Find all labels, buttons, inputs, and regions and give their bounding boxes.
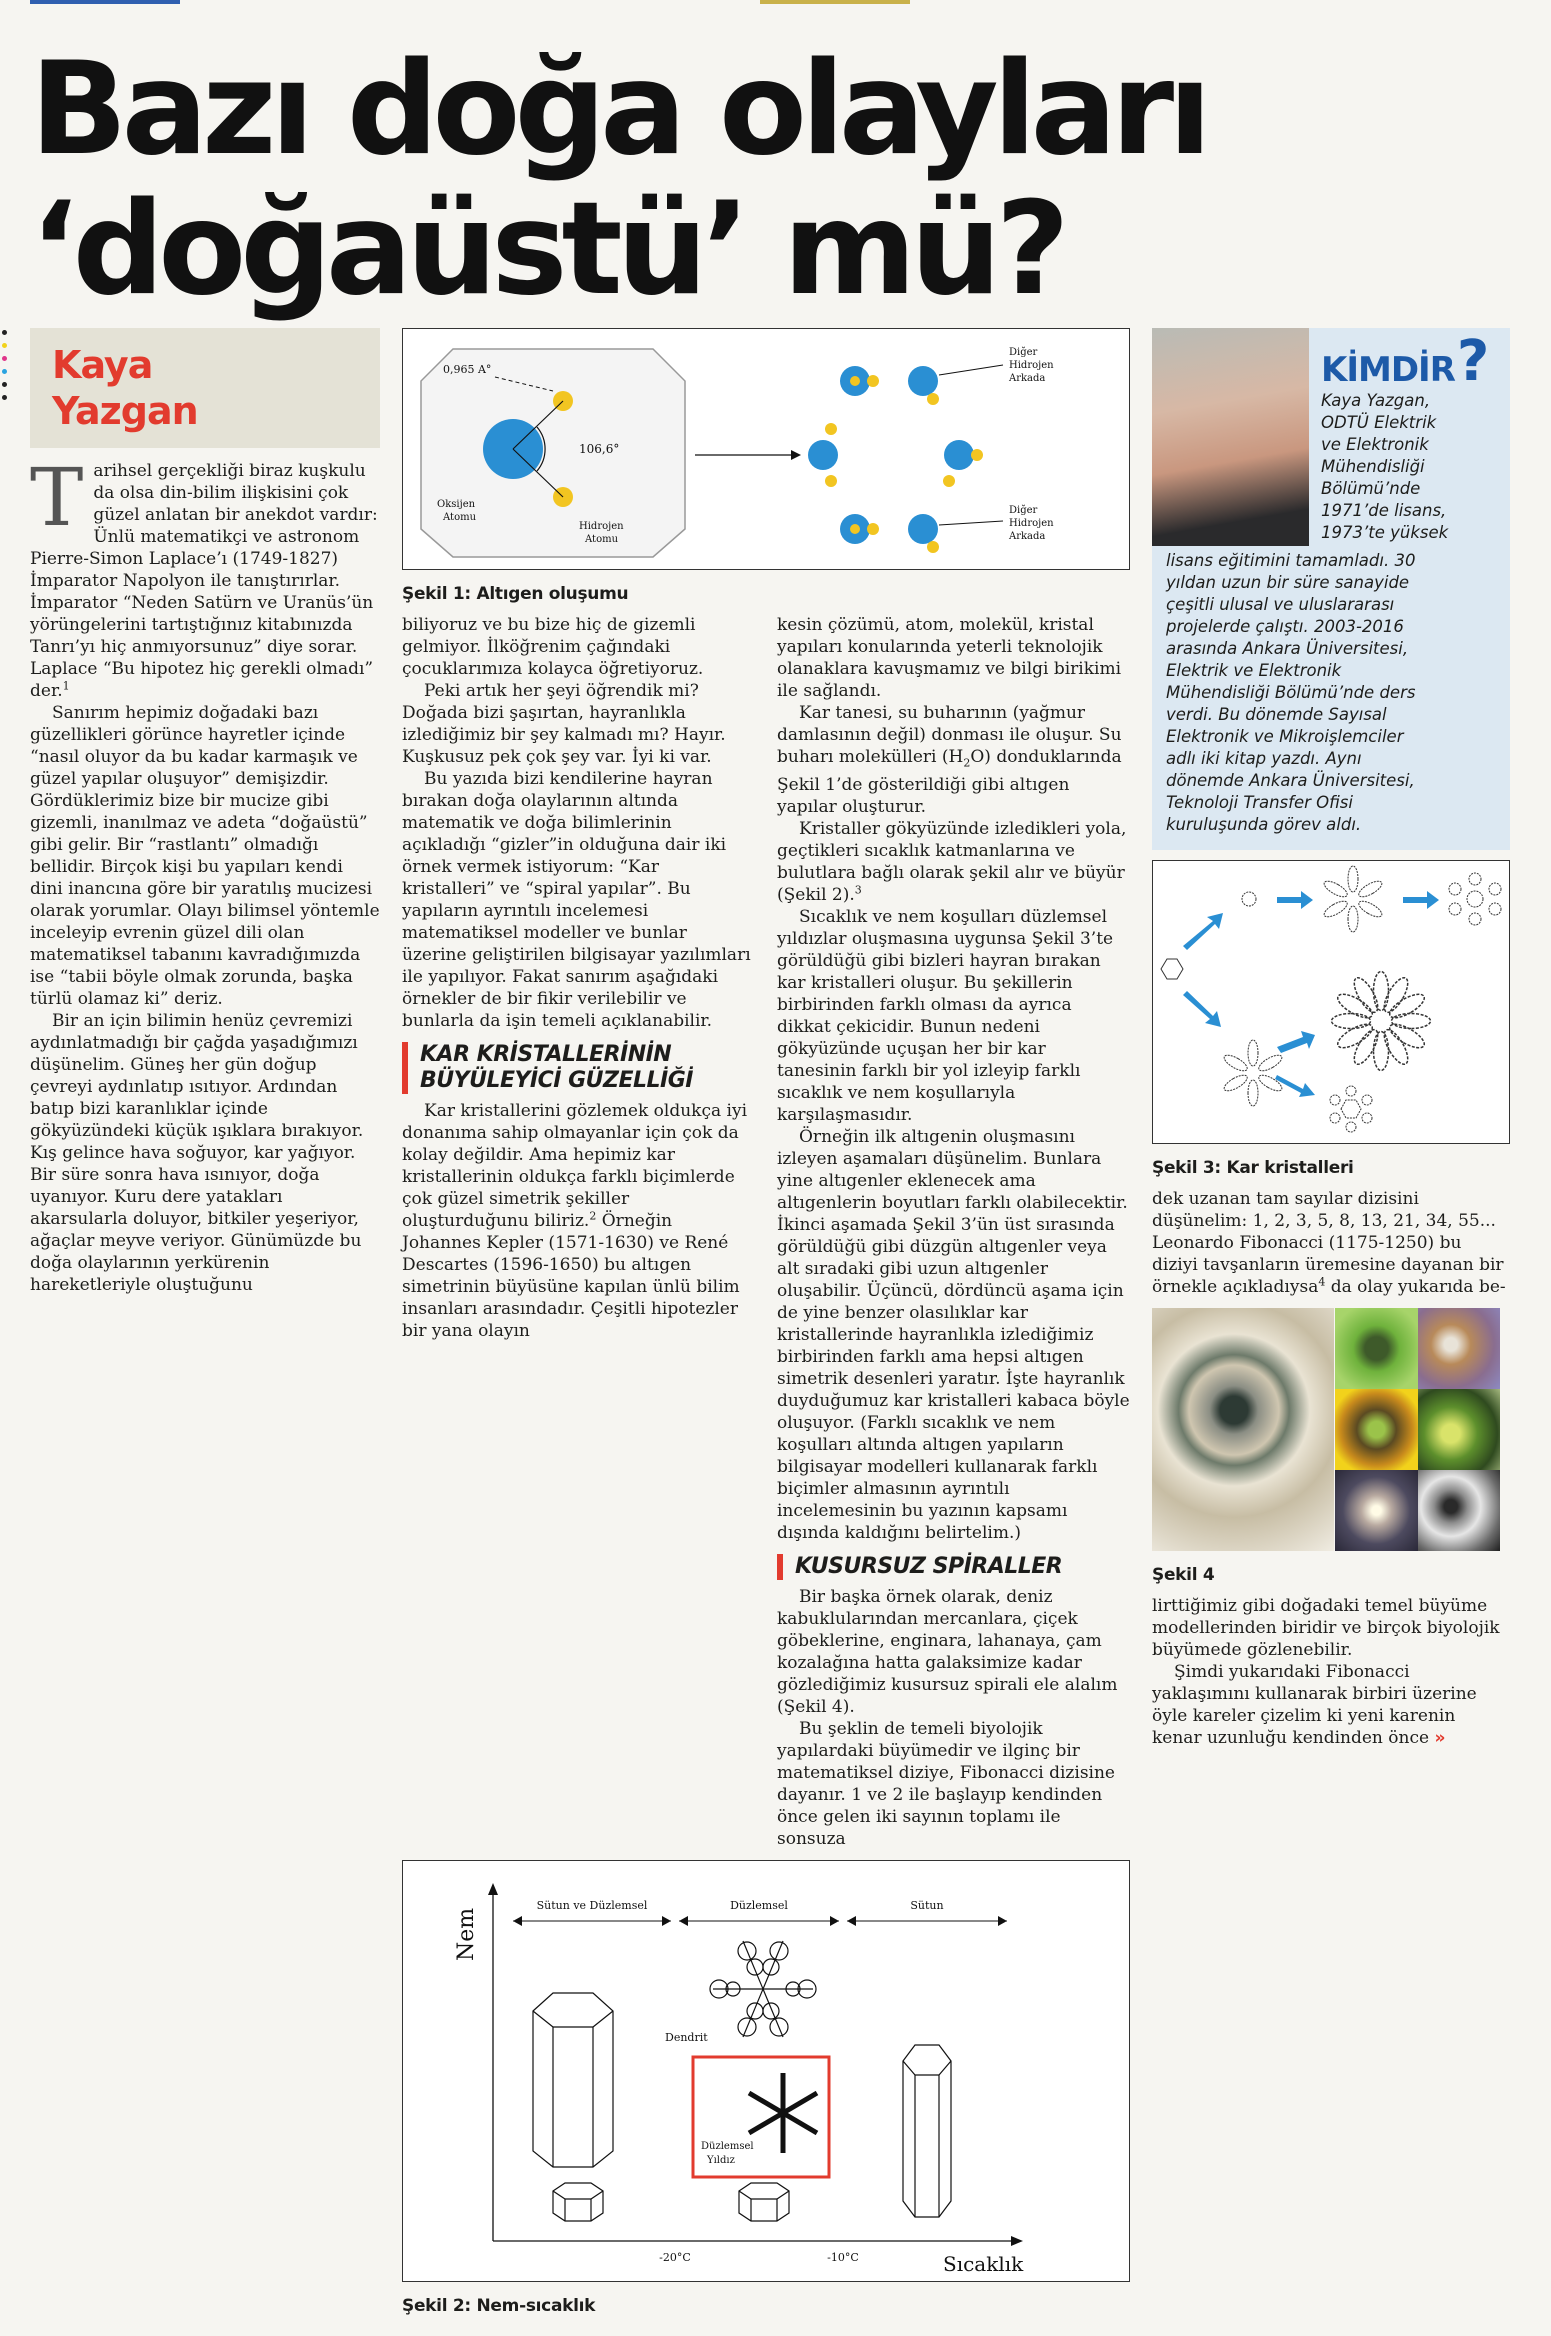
bio-text-wide: lisans eğitimini tamamladı. 30 yıldan uzun bir süre sanayide çeşitli ulusal ve uluslararası projelerde çalıştı. 2003-2016 arasında Ankara Üniversitesi, Elektrik ve Elektronik Mühendisliği Bölümü’nde ders verdi. Bu dönemde Sayısal Elektronik ve Mikroişlemciler adlı iki kitap yazdı. Aynı dönemde Ankara Üniversitesi, Teknoloji Transfer Ofisi kuruluşunda görev aldı. <box>1166 551 1416 834</box>
planar-star-label: Düzlemsel <box>701 2141 754 2153</box>
hex-plate-small <box>739 2183 789 2221</box>
paragraph: Bu yazıda bizi kendilerine hayran bırakan doğa olaylarının altında matematik ve doğa bilimlerinin açıkladığı “gizler”in olduğuna dair iki örnek vermek istiyorum: “Kar kristalleri” ve “spiral yapılar”. Bu yapıların ayrıntılı incelemesi matematiksel modeller ve bunlar üzerine geliştirilen bilgisayar yazılımları ile yapılıyor. Fakat sanırım aşağıdaki örnekler de bir fikir verilebilir ve bunlarla da işin temeli açıklanabilir. <box>402 769 751 1031</box>
article-center-block <box>402 328 1130 2316</box>
article-column-3 <box>777 614 1130 1850</box>
paragraph: Bu şeklin de temeli biyolojik yapılardaki büyümedir ve ilginç bir matematiksel diziye, Fibonacci dizisine dayanır. 1 ve 2 ile başlayıp kendinden önce gelen iki sayının toplamı ile sonsuza <box>777 1719 1115 1850</box>
hydrogen-label: Hidrojen <box>579 521 624 532</box>
section-subhead-snow-crystals: KAR KRİSTALLERİNİN BÜYÜLEYİCİ GÜZELLİĞİ <box>402 1042 755 1094</box>
figure-3-diagram <box>1153 861 1508 1143</box>
water-molecule-ring <box>808 366 983 553</box>
photo-nautilus-shell <box>1418 1308 1500 1389</box>
paragraph: Peki artık her şeyi öğrendik mi? Doğada bizi şaşırtan, hayranlıkla izlediğimiz bir şey kalmadı mı? Hayır. Kuşkusuz pek çok şey var. İyi ki var. <box>402 681 726 767</box>
pointer-line <box>939 365 1003 375</box>
paragraph: Şimdi yukarıdaki Fibonacci yaklaşımını kullanarak birbiri üzerine öyle kareler çizelim ki yeni karenin kenar uzunluğu kendinden önce » <box>1152 1662 1477 1748</box>
planar-star-crystal <box>749 2073 817 2153</box>
column-4-text-top <box>1152 1188 1510 1298</box>
figure-4-caption: Şekil 4 <box>1152 1565 1215 1585</box>
photo-spiral-staircase <box>1152 1308 1334 1551</box>
hex-prism-large <box>533 1993 613 2167</box>
pointer-line <box>939 521 1003 525</box>
y-axis-label: Nem <box>454 1908 479 1962</box>
range-label: Düzlemsel <box>730 1899 788 1913</box>
crystal-stage-fern <box>1449 873 1501 925</box>
paragraph: Bir an için bilimin henüz çevremizi aydınlatmadığı bir çağda yaşadığımızı düşünelim. Güneş her gün doğup çevreyi aydınlatıp ısıtıyor. Ardından batıp bizi karanlıklar içinde gökyüzündeki küçük ışıklara bırakıyor. Kış gelince hava soğuyor, kar yağıyor. Bir süre sonra hava ısınıyor, doğa uyanıyor. Kuru dere yatakları akarsularla doluyor, bitkiler yeşeriyor, ağaçlar meyve veriyor. Günümüzde bu doğa olaylarının yerkürenin hareketleriyle oluştuğunu <box>30 1011 364 1295</box>
paragraph: Kar kristallerini gözlemek oldukça iyi donanıma sahip olmayanlar için çok da kolay değildir. Ama hepimiz kar kristallerinin oldukça farklı biçimlerde çok güzel simetrik şekiller oluşturduğunu biliriz.$^2$ Örneğin Johannes Kepler (1571-1630) ve René Descartes (1596-1650) bu altıgen simetrinin büyüsüne kapılan ünlü bilim insanları arasındadır. Çeşitli hipotezler bir yana olayın <box>402 1101 748 1341</box>
crystal-stage-small <box>1242 892 1256 906</box>
y-axis-arrow <box>488 1883 498 1895</box>
paragraph: Bir başka örnek olarak, deniz kabuklularından mercanlara, çiçek göbeklerine, enginara, lahanaya, çam kozalağına hatta galaksimize kadar gözlediğimiz kusursuz spirali ele alalım (Şekil 4). <box>777 1587 1118 1718</box>
crystal-stage-star-lower <box>1222 1040 1284 1106</box>
bio-header-text <box>1321 328 1489 546</box>
byline-box <box>30 328 380 448</box>
other-hydrogen-label: Diğer <box>1009 505 1038 516</box>
paragraph: Kar tanesi, su buharının (yağmur damlasının değil) donması ile oluşur. Su buharı molekülleri $(H_2O)$ donduklarında Şekil 1’de gösterildiği gibi altıgen yapılar oluşturur. <box>777 703 1122 818</box>
paragraph: kesin çözümü, atom, molekül, kristal yapıları konularında yeterli teknolojik olanaklara kavuşmamız ve bilgi birikimi ile sağlandı. <box>777 615 1122 701</box>
headline-line-2: ‘doğaüstü’ mü? <box>30 175 1064 324</box>
bond-angle-label: 106,6° <box>579 442 620 456</box>
crystal-stage-star <box>1322 866 1384 932</box>
column-4-text-bottom <box>1152 1595 1510 1749</box>
footnote-ref: 1 <box>62 679 70 693</box>
range-label: Sütun <box>910 1899 944 1913</box>
svg-text:Arkada: Arkada <box>1009 531 1046 542</box>
bio-header <box>1152 328 1510 546</box>
paragraph: Kristaller gökyüzünde izledikleri yola, geçtikleri sıcaklık katmanlarına ve bulutlara bağlı olarak şekil alır ve büyür (Şekil 2).$^3$ <box>777 819 1127 906</box>
article-column-4 <box>1152 328 1510 1749</box>
figure-2-caption: Şekil 2: Nem-sıcaklık <box>402 2296 596 2317</box>
author-first-name: Kaya <box>52 343 153 387</box>
dendrite-label: Dendrit <box>665 2031 708 2045</box>
growth-arrows <box>1183 891 1439 1097</box>
svg-text:Arkada: Arkada <box>1009 373 1046 384</box>
hex-column <box>903 2045 951 2217</box>
dendrite-crystal <box>710 1941 816 2037</box>
initial-hexagon <box>1161 959 1183 979</box>
crystal-stage-plate <box>1330 1086 1372 1132</box>
paragraph: Sanırım hepimiz doğadaki bazı güzellikleri görünce hayretler içinde “nasıl oluyor da bu kadar karmaşık ve güzel yapılar oluşuyor” demişizdir. Gördüklerimiz bize bir mucize gibi gizemli, inanılmaz ve adeta “doğaüstü” gibi gelir. Bir “rastlantı” olmadığı bellidir. Birçok kişi bu yapıları kendi dini inancına göre bir yaratılış mucizesi olarak yorumlar. Olayı bilimsel yöntemle inceleyip evrenin güzel dili olan matematiksel tabanını kavradığımızda ise “tabii böyle olmak zorunda, başka türlü olamaz ki” deriz. <box>30 703 380 1009</box>
x-tick-label: -10°C <box>827 2251 859 2265</box>
svg-text:Hidrojen: Hidrojen <box>1009 360 1054 371</box>
bond-length-label: 0,965 A° <box>443 363 492 376</box>
figure-2-humidity-temperature <box>402 1860 1130 2282</box>
paragraph: biliyoruz ve bu bize hiç de gizemli gelmiyor. İlköğrenim çağındaki çocuklarımıza kolayca öğretiyoruz. <box>402 615 704 679</box>
crystal-stage-large <box>1332 972 1431 1071</box>
hex-plate-small <box>553 2183 603 2221</box>
oxygen-label: Oksijen <box>437 499 476 510</box>
column-1-text <box>30 451 380 1296</box>
x-tick-label: -20°C <box>659 2251 691 2265</box>
bio-title: KİMDİR <box>1321 350 1455 390</box>
x-axis-arrow <box>1011 2236 1023 2246</box>
figure-3-caption: Şekil 3: Kar kristalleri <box>1152 1158 1354 1178</box>
figure-1-caption: Şekil 1: Altıgen oluşumu <box>402 584 629 604</box>
figure-4-spiral-collage <box>1152 1308 1500 1551</box>
author-photo <box>1152 328 1309 546</box>
figure-3-snow-crystals <box>1152 860 1510 1144</box>
article-grid <box>30 328 1521 2316</box>
figure-1-diagram <box>403 329 1128 569</box>
author-last-name: Yazgan <box>52 389 198 433</box>
transition-arrow-head <box>791 450 801 460</box>
photo-sunflower <box>1335 1389 1418 1470</box>
question-mark-icon: ? <box>1456 329 1490 394</box>
bio-text-narrow: Kaya Yazgan, ODTÜ Elektrik ve Elektronik Mühendisliği Bölümü’nde 1971’de lisans, 1973’te yüksek <box>1321 391 1449 542</box>
article-column-2 <box>402 614 755 1342</box>
paragraph: Sıcaklık ve nem koşulları düzlemsel yıldızlar oluşmasına uygunsa Şekil 3’te görüldüğü gibi bizleri hayran bırakan kar kristalleri oluşur. Bu şekillerin birbirinden farklı olması da ayrıca dikkat çekicidir. Bunun nedeni gökyüzünde uçuşan her bir kar tanesinin farklı bir yol izleyip farklı sıcaklık ve nem koşullarıyla karşılaşmasıdır. <box>777 907 1114 1126</box>
footnote-ref: 3 <box>854 883 862 897</box>
svg-text:Atomu: Atomu <box>585 534 619 545</box>
figure-2-diagram <box>403 1861 1128 2281</box>
article-column-1 <box>30 328 380 1296</box>
figure-1-hexagon-formation <box>402 328 1130 570</box>
paragraph: dek uzanan tam sayılar dizisini düşünelim: 1, 2, 3, 5, 8, 13, 21, 34, 55... Leonardo Fibonacci (1175-1250) bu diziyi tavşanların üremesine dayanan bir örnekle açıkladıysa$^4$ da olay yukarıda be- <box>1152 1189 1506 1297</box>
bio-title-row <box>1321 329 1490 394</box>
author-bio-box <box>1152 328 1510 850</box>
photo-succulent <box>1418 1389 1500 1470</box>
range-label: Sütun ve Düzlemsel <box>536 1899 648 1913</box>
footnote-ref: 4 <box>1318 1275 1326 1289</box>
headline <box>30 35 1521 324</box>
svg-text:Hidrojen: Hidrojen <box>1009 518 1054 529</box>
x-axis-label: Sıcaklık <box>943 2252 1024 2277</box>
other-hydrogen-label: Diğer <box>1009 347 1038 358</box>
svg-text:Atomu: Atomu <box>443 512 477 523</box>
photo-galaxy <box>1335 1470 1418 1551</box>
paragraph: Örneğin ilk altıgenin oluşmasını izleyen aşamaları düşünelim. Bunlara yine altıgenler eklenecek ama altıgenlerin boyutları farklı olabilecektir. İkinci aşamada Şekil 3’ün üst sırasında görüldüğü gibi düzgün altıgenler veya alt sıradaki gibi uzun altıgenler oluşabilir. Üçüncü, dördüncü aşama için de yine benzer olasılıklar kar kristallerinde hayranlıkla izlediğimiz birbirinden farklı ama hepsi altıgen simetrik desenleri yaratır. İşte hayranlık duyduğumuz kar kristalleri kabaca böyle oluşuyor. (Farklı sıcaklık ve nem koşulları altında altıgen yapıların bilgisayar modelleri kullanarak farklı biçimler almasının ayrıntılı incelemesinin bu yazının kapsamı dışında kaldığını belirtelim.) <box>777 1127 1130 1544</box>
author-byline <box>52 342 358 434</box>
continued-marker-icon: » <box>1434 1728 1446 1748</box>
paragraph: lirttiğimiz gibi doğadaki temel büyüme modellerinden biridir ve birçok biyolojik büyümede gözlenebilir. <box>1152 1596 1500 1660</box>
headline-line-1: Bazı doğa olayları <box>30 35 1206 184</box>
photo-wave <box>1418 1470 1500 1551</box>
paragraph-intro: Tarihsel gerçekliği biraz kuşkulu da olsa din-bilim ilişkisini çok güzel anlatan bir anekdot vardır: Ünlü matematikçi ve astronom Pierre-Simon Laplace’ı (1749-1827) İmparator Napolyon ile tanıştırırlar. İmparator “Neden Satürn ve Uranüs’ün yörüngelerini tartıştığınız kitabınızda Tanrı’yı hiç anmıyorsunuz” diye sorar. Laplace “Bu hipotez hiç gerekli olmadı” der.$^1$ <box>30 451 378 701</box>
molecule-frame <box>421 349 685 557</box>
drop-cap: T <box>30 451 84 544</box>
footnote-ref: 2 <box>589 1209 597 1223</box>
svg-text:Yıldız: Yıldız <box>707 2155 735 2167</box>
section-subhead-spirals: KUSURSUZ SPİRALLER <box>777 1554 1130 1580</box>
center-text-row <box>402 614 1130 1850</box>
photo-plant-rosette <box>1335 1308 1418 1389</box>
